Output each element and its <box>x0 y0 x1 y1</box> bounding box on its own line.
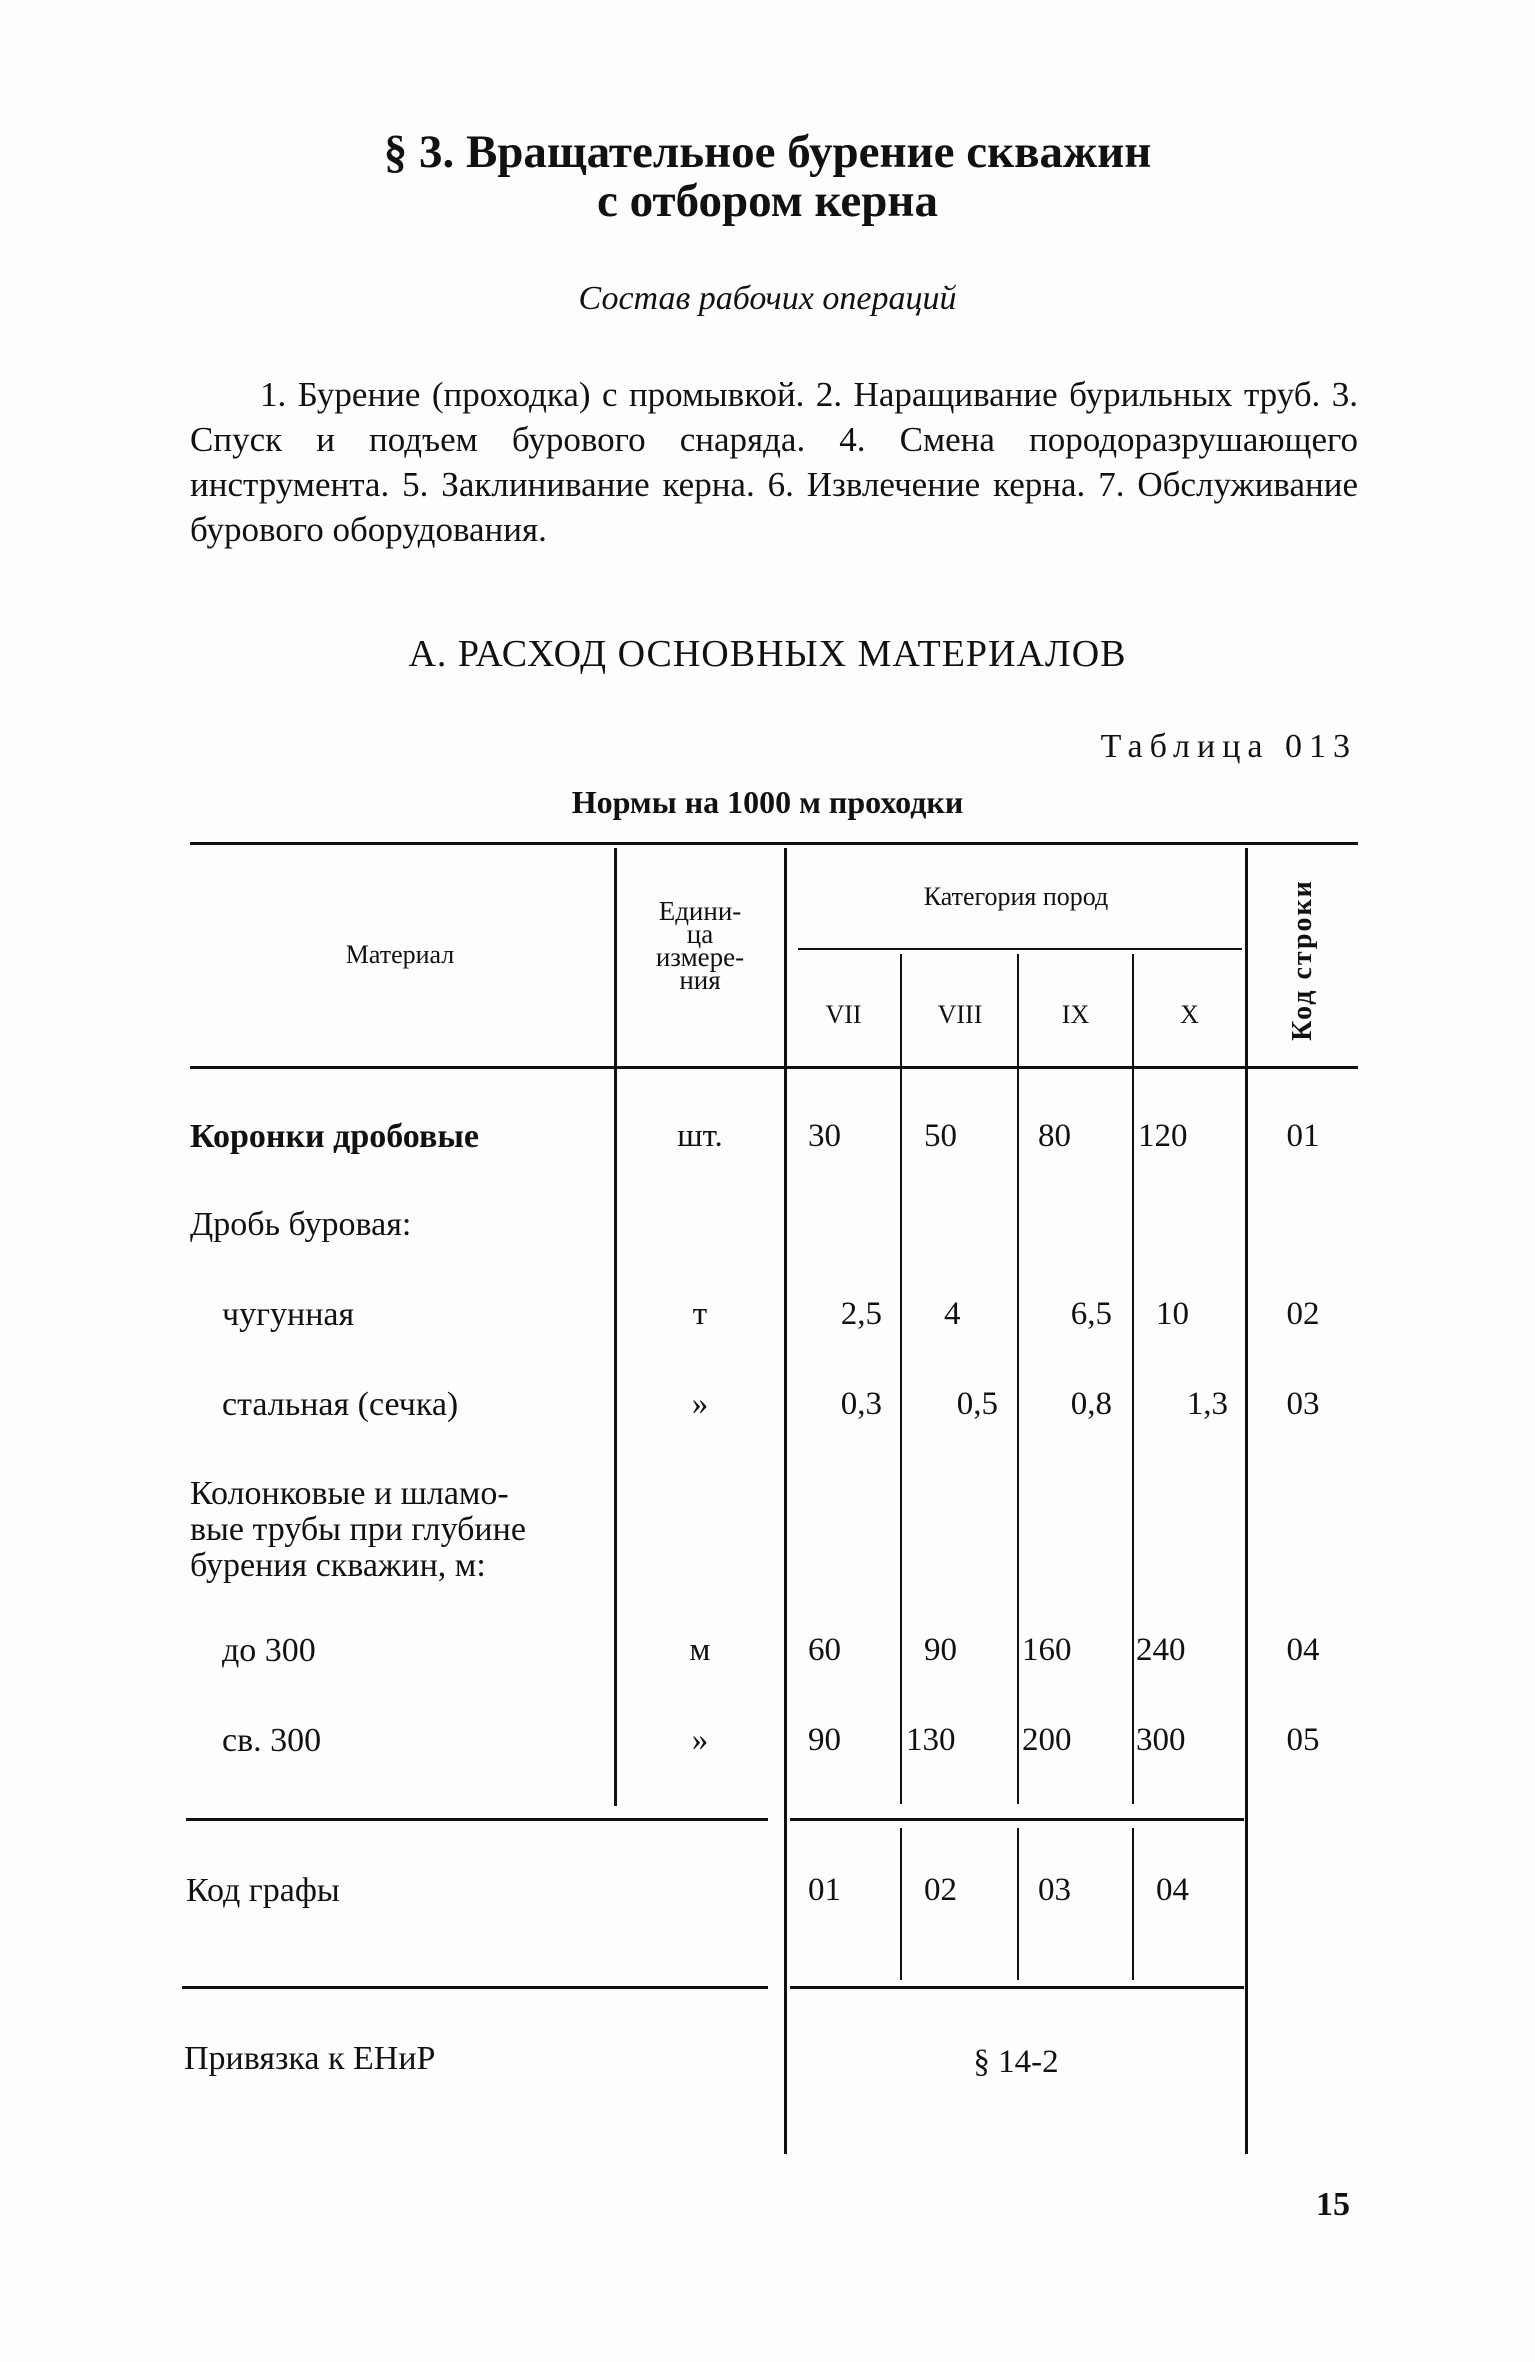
header-row-code-text: Код строки <box>1287 879 1319 1041</box>
row-value-ix: 160 <box>1022 1632 1072 1668</box>
header-material: Материал <box>345 940 455 969</box>
row-unit: т <box>692 1296 708 1332</box>
row-material: св. 300 <box>222 1722 322 1759</box>
header-bottom-rule <box>190 1066 1358 1069</box>
table-caption: Нормы на 1000 м проходки <box>571 784 964 820</box>
table-top-rule <box>190 842 1358 845</box>
operations-title: Состав рабочих операций <box>578 280 957 317</box>
category-rule <box>798 948 1242 950</box>
row-unit: » <box>691 1722 709 1758</box>
row-value-viii: 4 <box>944 1296 961 1332</box>
row-code: 05 <box>1286 1722 1320 1758</box>
row-material-line: Колонковые и шламо- <box>190 1475 509 1512</box>
row-value-vii: 60 <box>808 1632 841 1668</box>
header-row-code <box>1253 860 1353 1060</box>
header-unit-line: измере- <box>655 942 745 972</box>
row-value-viii: 90 <box>924 1632 957 1668</box>
row-value-x: 120 <box>1138 1118 1188 1154</box>
header-unit-line: Едини- <box>658 896 742 926</box>
operations-text-body: 1. Бурение (проходка) с промывкой. 2. Наращивание бурильных труб. 3. Спуск и подъем бурового снаряда. 4. Смена породоразрушающего инструмента. 5. Заклинивание керна. 6. Извлечение керна. 7. Обслуживание бурового оборудования. <box>190 375 1358 549</box>
code-row-bottom-rule-left <box>182 1986 768 1989</box>
category-rule-1 <box>900 954 902 1804</box>
row-value-ix: 6,5 <box>1070 1296 1112 1332</box>
code-row-rule-1 <box>900 1828 902 1980</box>
page-number: 15 <box>1316 2186 1350 2223</box>
row-value-viii: 130 <box>906 1722 956 1758</box>
operations-text <box>190 372 1358 552</box>
enir-label: Привязка к ЕНиР <box>184 2040 436 2077</box>
row-unit: шт. <box>677 1118 723 1154</box>
row-value-ix: 200 <box>1022 1722 1072 1758</box>
row-material: чугунная <box>222 1296 355 1333</box>
row-material-line: вые трубы при глубине <box>190 1511 526 1548</box>
row-value-ix: 0,8 <box>1070 1386 1112 1422</box>
table-number: Таблица 013 <box>1100 728 1357 765</box>
row-value-x: 300 <box>1136 1722 1186 1758</box>
column-code-viii: 02 <box>924 1872 957 1908</box>
header-category: Категория пород <box>923 882 1109 911</box>
header-category-viii: VIII <box>937 1000 983 1029</box>
header-unit-line: ния <box>679 965 721 995</box>
row-material-group: Дробь буровая: <box>190 1206 412 1243</box>
section-heading-line2: с отбором керна <box>597 175 938 227</box>
row-value-ix: 80 <box>1038 1118 1071 1154</box>
row-value-viii: 0,5 <box>956 1386 998 1422</box>
code-column-rule <box>1245 848 1248 2154</box>
column-code-vii: 01 <box>808 1872 841 1908</box>
row-value-x: 240 <box>1136 1632 1186 1668</box>
body-bottom-rule-left <box>186 1818 768 1821</box>
header-category-ix: IX <box>1061 1000 1090 1029</box>
row-value-vii: 90 <box>808 1722 841 1758</box>
header-category-x: X <box>1180 1000 1199 1029</box>
category-rule-2 <box>1017 954 1019 1804</box>
category-rule-3 <box>1132 954 1134 1804</box>
unit-column-rule <box>614 848 617 1806</box>
row-code: 04 <box>1286 1632 1320 1668</box>
header-unit-line: ца <box>686 919 714 949</box>
row-value-x: 1,3 <box>1186 1386 1228 1422</box>
row-code: 02 <box>1286 1296 1320 1332</box>
row-value-vii: 0,3 <box>840 1386 882 1422</box>
column-code-x: 04 <box>1156 1872 1189 1908</box>
row-value-viii: 50 <box>924 1118 957 1154</box>
row-value-x: 10 <box>1156 1296 1189 1332</box>
enir-value: § 14-2 <box>973 2044 1059 2080</box>
row-value-vii: 30 <box>808 1118 841 1154</box>
column-code-ix: 03 <box>1038 1872 1071 1908</box>
body-bottom-rule-right <box>790 1818 1244 1821</box>
code-row-bottom-rule-right <box>790 1986 1244 1989</box>
section-a-title: А. РАСХОД ОСНОВНЫХ МАТЕРИАЛОВ <box>408 633 1127 675</box>
values-left-rule <box>784 848 787 2154</box>
row-unit: м <box>689 1632 711 1668</box>
row-material-line: бурения скважин, м: <box>190 1547 486 1584</box>
column-code-label: Код графы <box>186 1872 340 1909</box>
row-code: 01 <box>1286 1118 1320 1154</box>
row-unit: » <box>691 1386 709 1422</box>
section-heading-line1: § 3. Вращательное бурение скважин <box>383 126 1152 178</box>
row-material-group <box>190 1476 526 1584</box>
row-code: 03 <box>1286 1386 1320 1422</box>
row-material: Коронки дробовые <box>190 1118 479 1155</box>
row-material: стальная (сечка) <box>222 1386 459 1423</box>
row-value-vii: 2,5 <box>840 1296 882 1332</box>
header-unit <box>624 896 776 995</box>
row-material: до 300 <box>222 1632 316 1669</box>
header-category-vii: VII <box>825 1000 862 1029</box>
code-row-rule-3 <box>1132 1828 1134 1980</box>
code-row-rule-2 <box>1017 1828 1019 1980</box>
